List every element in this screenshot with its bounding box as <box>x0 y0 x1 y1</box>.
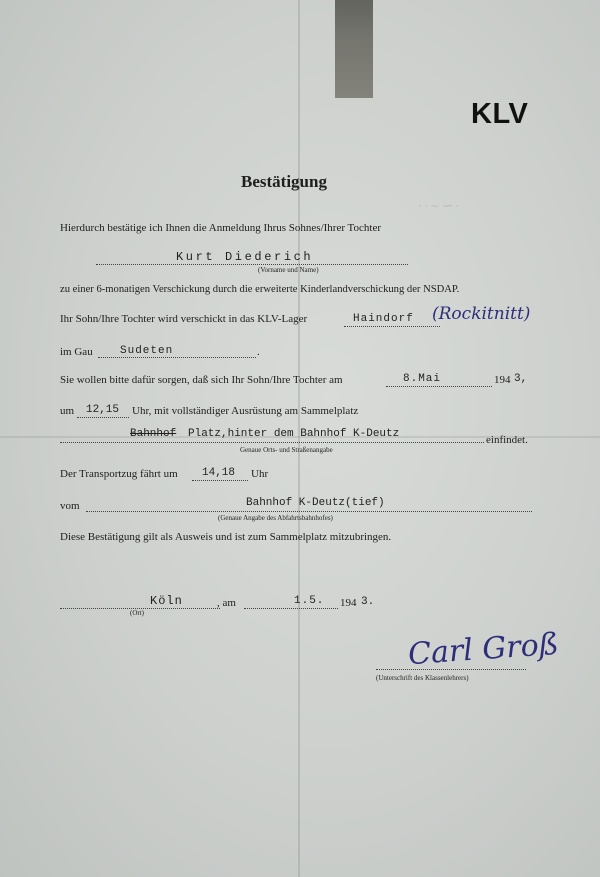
child-name: Kurt Diederich <box>176 250 314 264</box>
verschickung-line: zu einer 6-monatigen Verschickung durch die erweiterte Kinderlandverschickung der NSDAP. <box>60 284 460 295</box>
ort-value: Köln <box>150 594 183 608</box>
signature-caption: (Unterschrift des Klassenlehrers) <box>376 674 469 682</box>
um-label: um <box>60 405 75 417</box>
intro-line: Hierdurch bestätige ich Ihnen die Anmeldung Ihrus Sohnes/Ihrer Tochter <box>60 222 381 234</box>
lager-dotline <box>344 326 440 327</box>
sign-year-digit: 3. <box>361 596 375 608</box>
date-day: 8.Mai <box>403 373 442 385</box>
gau-value: Sudeten <box>120 345 174 357</box>
ort-caption: (Ort) <box>130 609 144 617</box>
lager-name: Haindorf <box>353 313 414 325</box>
sammelplatz-struck: Bahnhof <box>130 428 177 440</box>
klv-logo: KLV <box>471 98 529 130</box>
bahnhof-caption: (Genaue Angabe des Abfahrtsbahnhofes) <box>218 514 333 522</box>
time-dotline <box>77 417 129 418</box>
bahnhof-value: Bahnhof K-Deutz(tief) <box>246 497 385 509</box>
sign-year-prefix: 194 <box>340 597 357 609</box>
child-name-dotline <box>96 264 408 265</box>
adhesive-tape <box>335 0 373 98</box>
date-year-prefix: 194 <box>494 374 511 386</box>
gau-period: . <box>257 346 260 358</box>
sammelplatz-dotline <box>60 442 484 443</box>
sign-date-dotline <box>244 608 338 609</box>
sammelplatz-value: Platz,hinter dem Bahnhof K-Deutz <box>188 428 400 440</box>
lager-line-prefix: Ihr Sohn/Ihre Tochter wird verschickt in das KLV-Lager <box>60 313 308 325</box>
transport-time: 14,18 <box>202 467 236 479</box>
transport-label: Der Transportzug fährt um <box>60 468 178 480</box>
teacher-signature: Carl Groß <box>406 626 560 673</box>
child-name-caption: (Vorname und Name) <box>258 266 319 274</box>
ausweis-line: Diese Bestätigung gilt als Ausweis und ist zum Sammelplatz mitzubringen. <box>60 531 392 543</box>
transport-dotline <box>192 480 248 481</box>
am-label: , am <box>217 597 236 609</box>
faded-stamp: · · ~ ∽ · <box>418 198 459 213</box>
transport-uhr: Uhr <box>251 468 269 480</box>
gau-dotline <box>98 357 256 358</box>
date-dotline <box>386 386 492 387</box>
sign-date: 1.5. <box>294 595 325 607</box>
document-title: Bestätigung <box>241 172 327 191</box>
date-year-digit: 3, <box>514 373 528 385</box>
sorgen-line: Sie wollen bitte dafür sorgen, daß sich Ihr Sohn/Ihre Tochter am <box>60 374 343 386</box>
sammelplatz-caption: Genaue Orts- und Straßenangabe <box>240 446 333 454</box>
gau-label: im Gau <box>60 346 93 358</box>
lager-handwritten-note: (Rockitnitt) <box>432 304 531 324</box>
uhr-line: Uhr, mit vollständiger Ausrüstung am Sammelplatz <box>132 405 359 417</box>
time-value: 12,15 <box>86 404 120 416</box>
bahnhof-dotline <box>86 511 532 512</box>
vom-label: vom <box>60 500 80 512</box>
sammelplatz-end: einfindet. <box>486 434 528 446</box>
